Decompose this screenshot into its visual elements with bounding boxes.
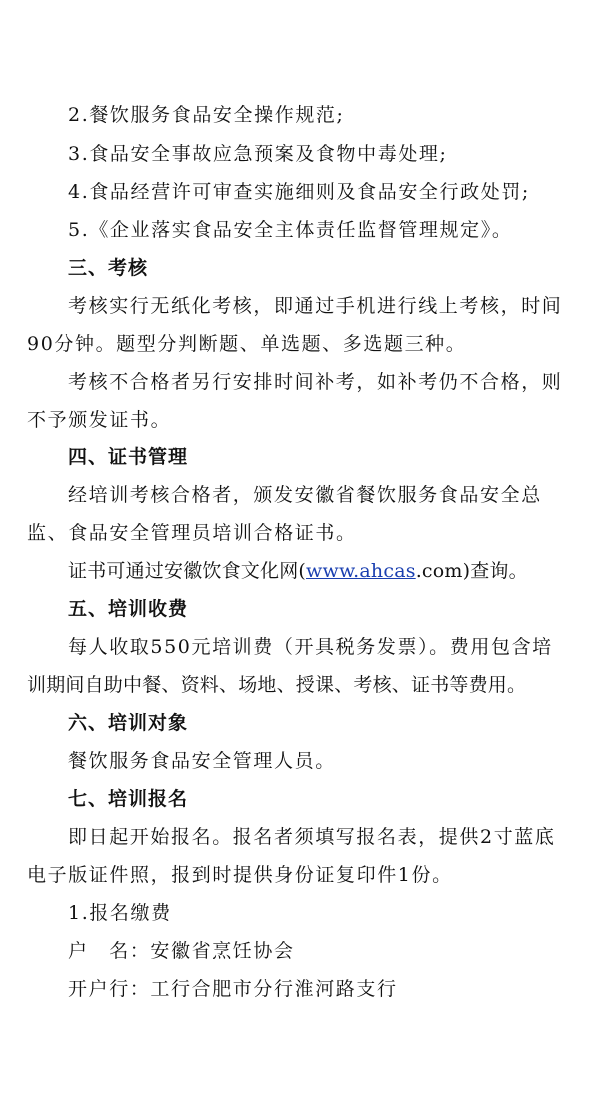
paragraph-line: 餐饮服务食品安全管理人员。: [68, 750, 336, 772]
bank-branch: 开户行：工行合肥市分行淮河路支行: [68, 978, 398, 1000]
list-item-4: 4.食品经营许可审查实施细则及食品安全行政处罚;: [68, 181, 530, 203]
link-prefix: 证书可通过安徽饮食文化网(: [68, 560, 307, 582]
section-heading-registration: 七、培训报名: [68, 788, 189, 810]
list-item-3: 3.食品安全事故应急预案及食物中毒处理;: [68, 143, 448, 165]
website-link[interactable]: www.ahcas: [306, 560, 416, 582]
section-heading-certificate: 四、证书管理: [68, 446, 189, 468]
paragraph-line: 不予颁发证书。: [27, 409, 172, 431]
section-heading-fees: 五、培训收费: [68, 598, 189, 620]
link-suffix: .com)查询。: [415, 560, 528, 582]
paragraph-line: 训期间自助中餐、资料、场地、授课、考核、证书等费用。: [27, 674, 527, 696]
list-item-2: 2.餐饮服务食品安全操作规范;: [68, 104, 345, 126]
paragraph-line: 考核实行无纸化考核，即通过手机进行线上考核，时间: [68, 295, 563, 317]
paragraph-line-with-link: [0, 559, 600, 583]
sub-heading-payment: 1.报名缴费: [68, 902, 172, 924]
paragraph-line: 监、食品安全管理员培训合格证书。: [27, 522, 357, 544]
section-heading-assessment: 三、考核: [68, 257, 149, 279]
paragraph-line: 即日起开始报名。报名者须填写报名表，提供2寸蓝底: [68, 826, 556, 848]
paragraph-line: 经培训考核合格者，颁发安徽省餐饮服务食品安全总: [68, 484, 542, 506]
paragraph-line: 90分钟。题型分判断题、单选题、多选题三种。: [27, 333, 467, 355]
paragraph-line: 考核不合格者另行安排时间补考，如补考仍不合格，则: [68, 371, 563, 393]
list-item-5: 5.《企业落实食品安全主体责任监督管理规定》。: [68, 219, 513, 241]
paragraph-line: 每人收取550元培训费（开具税务发票）。费用包含培: [68, 636, 553, 658]
section-heading-audience: 六、培训对象: [68, 712, 189, 734]
paragraph-line: 电子版证件照，报到时提供身份证复印件1份。: [27, 864, 453, 886]
account-name: 户 名：安徽省烹饪协会: [68, 940, 295, 962]
